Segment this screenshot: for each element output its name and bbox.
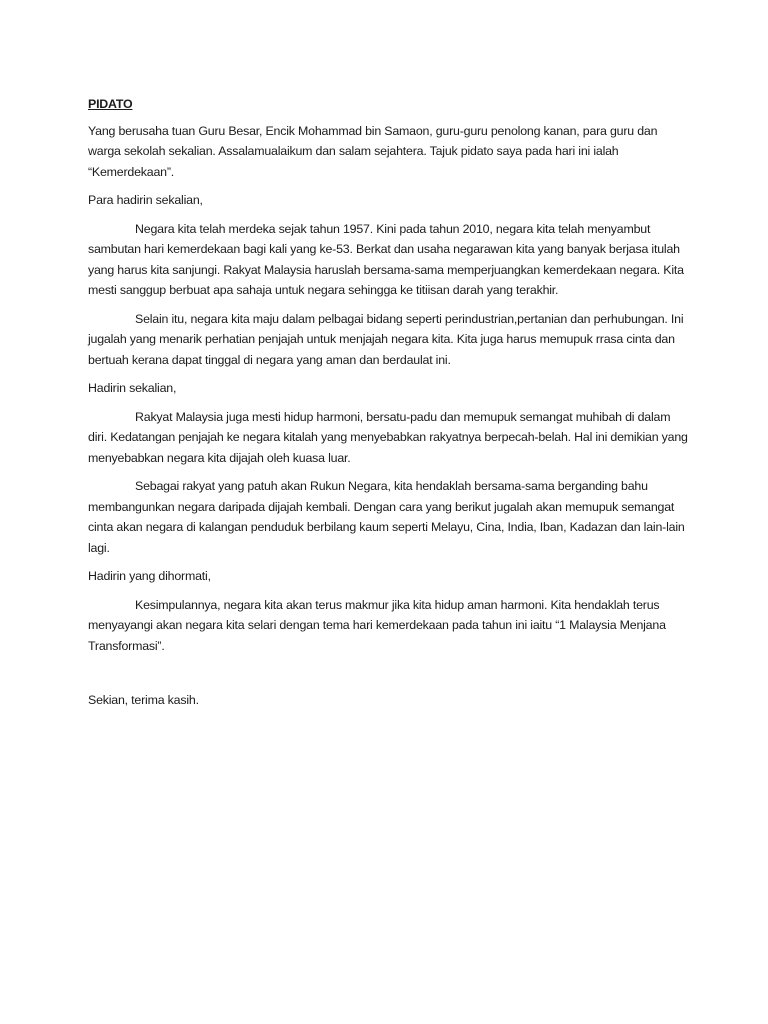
salutation-hadirin-dihormati: Hadirin yang dihormati,: [88, 569, 211, 583]
document-title: PIDATO: [88, 97, 133, 111]
salutation-para-hadirin: Para hadirin sekalian,: [88, 193, 203, 207]
paragraph-4: Sebagai rakyat yang patuh akan Rukun Negara, kita hendaklah bersama-sama berganding bahu membangunkan negara daripada dijajah kembali. Dengan cara yang berikut jugalah akan memupuk semangat cinta akan negara di kalangan penduduk berbilang kaum seperti Melayu, Cina, India, Iban, Kadazan dan lain-lain lagi.: [88, 479, 685, 555]
closing-line: Sekian, terima kasih.: [88, 693, 199, 707]
document-body: [88, 94, 688, 719]
opening-paragraph: Yang berusaha tuan Guru Besar, Encik Mohammad bin Samaon, guru-guru penolong kanan, para guru dan warga sekolah sekalian. Assalamualaikum dan salam sejahtera. Tajuk pidato saya pada hari ini ialah “Kemerdekaan”.: [88, 123, 658, 179]
paragraph-1: Negara kita telah merdeka sejak tahun 1957. Kini pada tahun 2010, negara kita telah menyambut sambutan hari kemerdekaan bagi kali yang ke-53. Berkat dan usaha negarawan kita yang banyak berjasa itulah yang harus kita sanjungi. Rakyat Malaysia haruslah bersama-sama memperjuangkan kemerdekaan negara. Kita mesti sanggup berbuat apa sahaja untuk negara sehingga ke titiisan darah yang terakhir.: [88, 221, 684, 297]
paragraph-2: Selain itu, negara kita maju dalam pelbagai bidang seperti perindustrian,pertanian dan perhubungan. Ini jugalah yang menarik perhatian penjajah untuk menjajah negara kita. Kita juga harus memupuk rrasa cinta dan bertuah kerana dapat tinggal di negara yang aman dan berdaulat ini.: [88, 311, 684, 367]
paragraph-3: Rakyat Malaysia juga mesti hidup harmoni, bersatu-padu dan memupuk semangat muhibah di dalam diri. Kedatangan penjajah ke negara kitalah yang menyebabkan rakyatnya berpecah-belah. Hal ini demikian yang menyebabkan negara kita dijajah oleh kuasa luar.: [88, 409, 688, 465]
paragraph-5: Kesimpulannya, negara kita akan terus makmur jika kita hidup aman harmoni. Kita hendaklah terus menyayangi akan negara kita selari dengan tema hari kemerdekaan pada tahun ini iaitu “1 Malaysia Menjana Transformasi”.: [88, 597, 666, 653]
salutation-hadirin-sekalian: Hadirin sekalian,: [88, 381, 177, 395]
